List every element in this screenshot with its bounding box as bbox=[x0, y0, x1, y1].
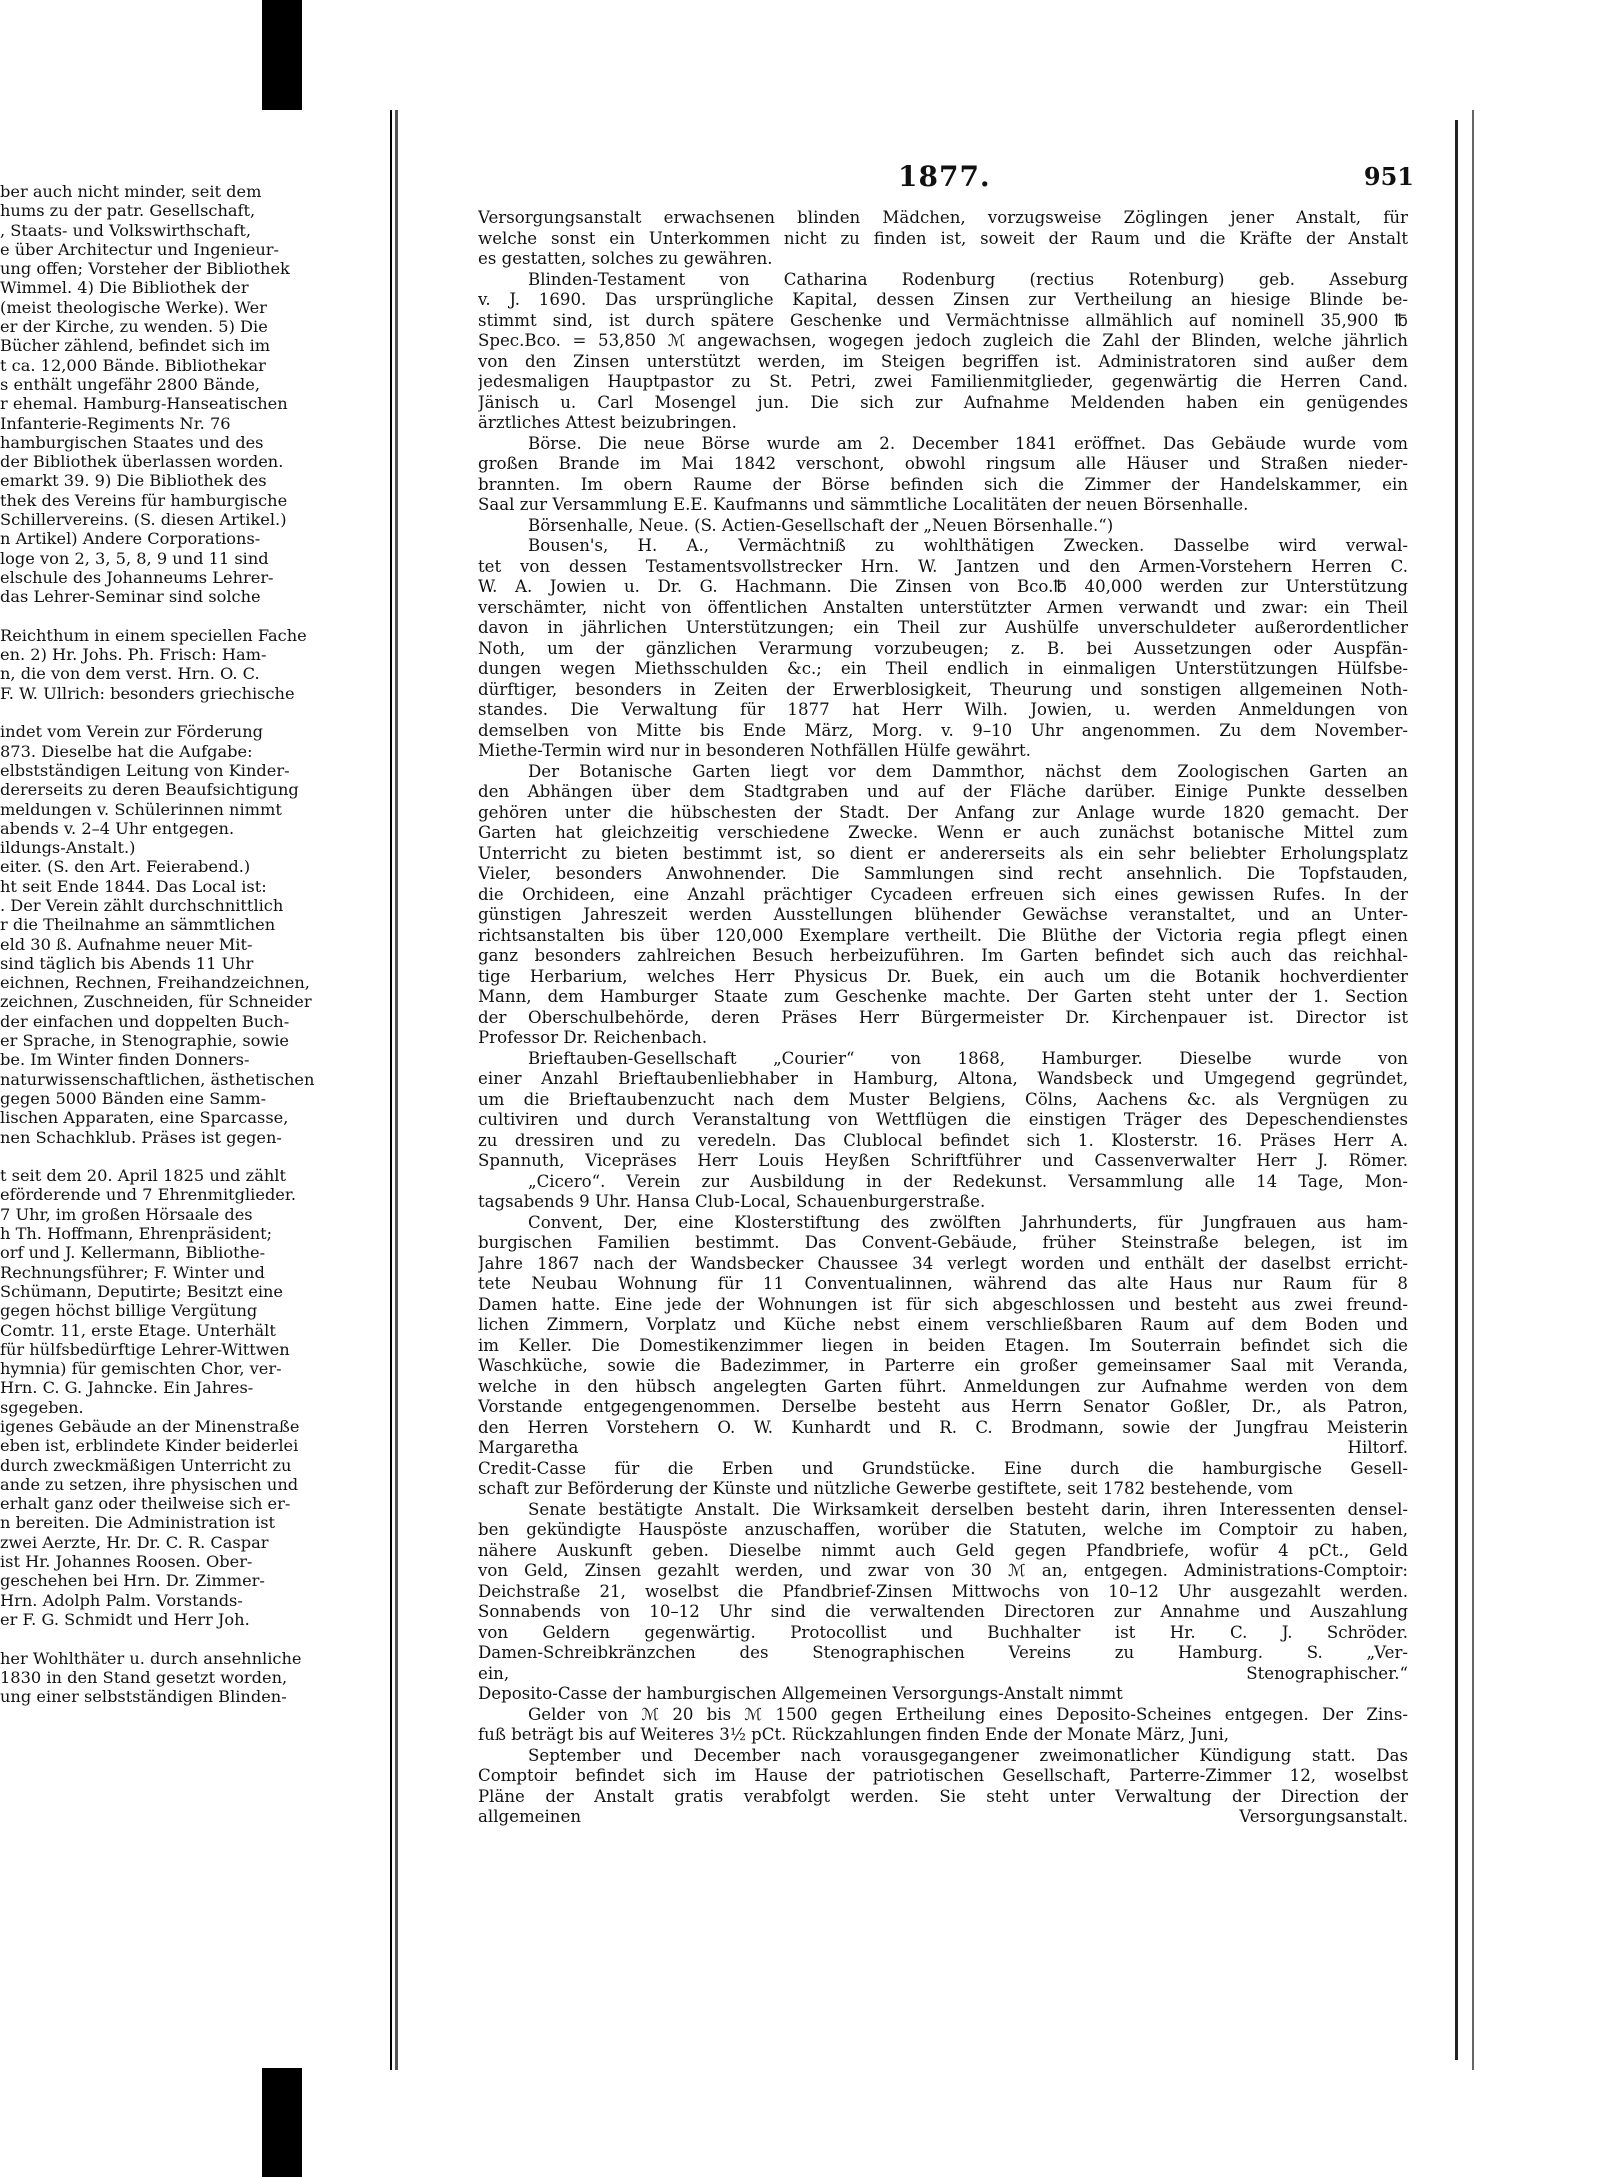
body-text-line: Margaretha Hiltorf. bbox=[478, 1438, 1408, 1457]
body-text-line: tet von dessen Testamentsvollstrecker Hrn. W. Jantzen und den Armen-Vorstehern Herren C. bbox=[478, 556, 1408, 576]
body-text-line: cultiviren und durch Veranstaltung von Wettflügen die einstigen Träger des Depeschendienstes bbox=[478, 1110, 1408, 1129]
body-text-line: günstigen Jahreszeit werden Ausstellungen blühender Gewächse veranstaltet, und an Unter- bbox=[478, 905, 1408, 924]
left-text-line: durch zweckmäßigen Unterricht zu bbox=[0, 1455, 292, 1475]
left-text-line: , Staats- und Volkswirthschaft, bbox=[0, 220, 252, 240]
left-text-line bbox=[0, 1629, 355, 1648]
body-text-line: „Cicero“. Verein zur Ausbildung in der Redekunst. Versammlung alle 14 Tage, Mon- bbox=[528, 1171, 1408, 1191]
page-gutter bbox=[390, 110, 398, 2070]
body-text-line: Damen-Schreibkränzchen des Stenographischen Vereins zu Hamburg. S. „Ver- bbox=[478, 1643, 1408, 1662]
body-text-line: ben gekündigte Hauspöste anzuschaffen, worüber die Statuten, welche im Comptoir zu haben, bbox=[478, 1520, 1408, 1539]
body-text-line: ein, Stenographischer.“ bbox=[478, 1663, 1408, 1683]
body-text-line: davon in jährlichen Unterstützungen; ein Theil zur Aushülfe unverschuldeter außerordentlicher bbox=[478, 618, 1408, 637]
left-text-line: sind täglich bis Abends 11 Uhr bbox=[0, 953, 254, 973]
page-number: 951 bbox=[1363, 162, 1414, 191]
body-text-line: Der Botanische Garten liegt vor dem Dammthor, nächst dem Zoologischen Garten an bbox=[528, 761, 1408, 781]
body-text-line: tagsabends 9 Uhr. Hansa Club-Local, Schauenburgerstraße. bbox=[478, 1192, 986, 1211]
body-text-line: tete Neubau Wohnung für 11 Conventualinnen, während das alte Haus nur Raum für 8 bbox=[478, 1274, 1408, 1293]
left-text-line: igenes Gebäude an der Minenstraße bbox=[0, 1417, 300, 1436]
left-text-line: t seit dem 20. April 1825 und zählt bbox=[0, 1166, 286, 1186]
left-text-line: Schümann, Deputirte; Besitzt eine bbox=[0, 1281, 284, 1301]
left-text-line: hamburgischen Staates und des bbox=[0, 432, 264, 452]
left-text-line: F. W. Ullrich: besonders griechische bbox=[0, 683, 295, 703]
body-text-line: Garten hat gleichzeitig verschiedene Zwecke. Wenn er auch zunächst botanische Mittel zum bbox=[478, 823, 1408, 842]
body-text-line: ganz besonders zahlreichen Besuch herbeizuführen. Im Garten befindet sich auch das reichhal- bbox=[478, 946, 1408, 965]
left-page-column bbox=[0, 182, 355, 1706]
left-text-line: orf und J. Kellermann, Bibliothe- bbox=[0, 1243, 266, 1263]
right-page-column bbox=[478, 208, 1408, 1828]
body-text-line: richtsanstalten bis über 120,000 Exemplare vertheilt. Die Blüthe der Victoria regia pflegt einen bbox=[478, 925, 1408, 945]
left-text-line: abends v. 2–4 Uhr entgegen. bbox=[0, 818, 235, 838]
left-text-line: Infanterie-Regiments Nr. 76 bbox=[0, 413, 231, 433]
body-text-line: stimmt sind, ist durch spätere Geschenke und Vermächtnisse allmählich auf nominell 35,900 ℔ bbox=[478, 310, 1408, 330]
body-text-line: burgischen Familien bestimmt. Das Convent-Gebäude, früher Steinstraße belegen, ist im bbox=[478, 1233, 1408, 1252]
body-text-line: Börse. Die neue Börse wurde am 2. December 1841 eröffnet. Das Gebäude wurde vom bbox=[528, 433, 1408, 453]
body-text-line: den Herren Vorstehern O. W. Kunhardt und R. C. Brodmann, sowie der Jungfrau Meisterin bbox=[478, 1417, 1408, 1437]
left-text-line: meldungen v. Schülerinnen nimmt bbox=[0, 799, 282, 819]
left-text-line: Wimmel. 4) Die Bibliothek der bbox=[0, 278, 249, 298]
body-text-line: dürftiger, besonders in Zeiten der Erwerblosigkeit, Theurung und sonstigen allgemeinen Noth- bbox=[478, 679, 1408, 699]
left-text-line: (meist theologische Werke). Wer bbox=[0, 297, 267, 317]
left-text-line: en. 2) Hr. Johs. Ph. Frisch: Ham- bbox=[0, 645, 267, 665]
body-text-line: lichen Zimmern, Vorplatz und Küche nebst einem verschließbaren Raum auf dem Boden und bbox=[478, 1315, 1408, 1334]
body-text-line: Jänisch u. Carl Mosengel jun. Die sich zur Aufnahme Meldenden haben ein genügendes bbox=[478, 392, 1408, 412]
left-text-line: eiter. (S. den Art. Feierabend.) bbox=[0, 857, 251, 877]
left-text-line: er Sprache, in Stenographie, sowie bbox=[0, 1031, 290, 1051]
left-text-line: erhalt ganz oder theilweise sich er- bbox=[0, 1494, 291, 1514]
left-text-line: 873. Dieselbe hat die Aufgabe: bbox=[0, 741, 253, 761]
left-text-line: h Th. Hoffmann, Ehrenpräsident; bbox=[0, 1224, 273, 1244]
left-text-line bbox=[0, 607, 355, 626]
body-text-line: Sonnabends von 10–12 Uhr sind die verwaltenden Directoren zur Annahme und Auszahlung bbox=[478, 1602, 1408, 1621]
body-text-line: Damen hatte. Eine jede der Wohnungen ist für sich abgeschlossen und besteht aus zwei freund- bbox=[478, 1294, 1408, 1314]
body-text-line: Noth, um der gänzlichen Verarmung vorzubeugen; z. B. bei Aussetzungen oder Auspfän- bbox=[478, 638, 1408, 658]
body-text-line: Deposito-Casse der hamburgischen Allgemeinen Versorgungs-Anstalt nimmt bbox=[478, 1684, 1123, 1703]
body-text-line: brannten. Im obern Raume der Börse befinden sich die Zimmer der Handelskammer, ein bbox=[478, 474, 1408, 494]
body-text-line: um die Brieftaubenzucht nach dem Muster Belgiens, Cölns, Aachens &c. als Vergnügen zu bbox=[478, 1089, 1408, 1109]
body-text-line: Vorstande entgegengenommen. Derselbe besteht aus Herrn Senator Goßler, Dr., als Patron, bbox=[478, 1397, 1408, 1416]
left-text-line: indet vom Verein zur Förderung bbox=[0, 722, 263, 742]
body-text-line: großen Brande im Mai 1842 verschont, obwohl ringsum alle Häuser und Straßen nieder- bbox=[478, 454, 1408, 473]
left-text-line: sgegeben. bbox=[0, 1397, 84, 1417]
body-text-line: Versorgungsanstalt erwachsenen blinden Mädchen, vorzugsweise Zöglingen jener Anstalt, für bbox=[478, 208, 1408, 227]
left-text-line: t ca. 12,000 Bände. Bibliothekar bbox=[0, 355, 266, 375]
body-text-line: Jahre 1867 nach der Wandsbecker Chaussee 34 verlegt worden und enthält der daselbst erricht- bbox=[478, 1253, 1408, 1273]
page-header bbox=[478, 160, 1414, 193]
left-text-line: ist Hr. Johannes Roosen. Ober- bbox=[0, 1552, 253, 1572]
body-text-line: von den Zinsen unterstützt werden, im Steigen begriffen ist. Administratoren sind außer dem bbox=[478, 351, 1408, 371]
left-text-line bbox=[0, 1147, 355, 1166]
left-text-line: das Lehrer-Seminar sind solche bbox=[0, 587, 261, 607]
body-text-line: einer Anzahl Brieftaubenliebhaber in Hamburg, Altona, Wandsbeck und Umgegend gegründet, bbox=[478, 1069, 1408, 1088]
body-text-line: dungen wegen Miethsschulden &c.; ein Theil endlich in einmaligen Unterstützungen Hülfsbe- bbox=[478, 659, 1408, 678]
left-text-line: elschule des Johanneums Lehrer- bbox=[0, 567, 274, 587]
page-year: 1877. bbox=[898, 160, 991, 193]
left-text-line: der einfachen und doppelten Buch- bbox=[0, 1011, 290, 1031]
left-text-line: geschehen bei Hrn. Dr. Zimmer- bbox=[0, 1571, 265, 1591]
left-text-line bbox=[0, 703, 355, 722]
body-text-line: nähere Auskunft geben. Dieselbe nimmt auch Geld gegen Pfandbriefe, wofür 4 pCt., Geld bbox=[478, 1540, 1408, 1560]
left-text-line: eld 30 ß. Aufnahme neuer Mit- bbox=[0, 934, 253, 954]
left-text-line: er F. G. Schmidt und Herr Joh. bbox=[0, 1609, 250, 1629]
left-text-line: naturwissenschaftlichen, ästhetischen bbox=[0, 1069, 315, 1089]
body-text-line: den Abhängen über dem Stadtgraben und auf der Fläche darüber. Einige Punkte desselben bbox=[478, 782, 1408, 801]
body-text-line: Mann, dem Hamburger Staate zum Geschenke machte. Der Garten steht unter der 1. Section bbox=[478, 987, 1408, 1006]
body-text-line: Waschküche, sowie die Badezimmer, in Parterre ein großer gemeinsamer Saal mit Veranda, bbox=[478, 1356, 1408, 1375]
body-text-line: gehören unter die hübschesten der Stadt. Der Anfang zur Anlage wurde 1820 gemacht. Der bbox=[478, 802, 1408, 822]
body-text-line: die Orchideen, eine Anzahl prächtiger Cycadeen erfreuen sich eines gewissen Rufes. In der bbox=[478, 884, 1408, 904]
scan-edge-bottom-bar bbox=[262, 2068, 302, 2177]
body-text-line: Deichstraße 21, woselbst die Pfandbrief-Zinsen Mittwochs von 10–12 Uhr ausgezahlt werden. bbox=[478, 1581, 1408, 1601]
left-text-line: Hrn. C. G. Jahncke. Ein Jahres- bbox=[0, 1378, 254, 1398]
left-text-line: loge von 2, 3, 5, 8, 9 und 11 sind bbox=[0, 548, 269, 568]
body-text-line: Vieler, besonders Anwohnender. Die Sammlungen sind recht ansehnlich. Die Topfstauden, bbox=[478, 864, 1408, 883]
left-text-line: zeichnen, Zuschneiden, für Schneider bbox=[0, 992, 312, 1012]
body-text-line: Bousen's, H. A., Vermächtniß zu wohlthätigen Zwecken. Dasselbe wird verwal- bbox=[528, 536, 1408, 555]
body-text-line: allgemeinen Versorgungsanstalt. bbox=[478, 1807, 1408, 1826]
left-text-line: eförderende und 7 Ehrenmitglieder. bbox=[0, 1185, 296, 1205]
left-text-line: n Artikel) Andere Corporations- bbox=[0, 529, 261, 549]
body-text-line: von Geld, Zinsen gezahlt werden, und zwar von 30 ℳ an, entgegen. Administrations-Comptoir: bbox=[478, 1561, 1408, 1580]
left-text-line: Bücher zählend, befindet sich im bbox=[0, 336, 271, 356]
left-text-line: Comtr. 11, erste Etage. Unterhält bbox=[0, 1320, 276, 1340]
body-text-line: Senate bestätigte Anstalt. Die Wirksamkeit derselben besteht darin, ihren Interessenten densel- bbox=[528, 1499, 1408, 1519]
left-text-line: elbstständigen Leitung von Kinder- bbox=[0, 760, 290, 780]
body-text-line: v. J. 1690. Das ursprüngliche Kapital, dessen Zinsen zur Vertheilung an hiesige Blinde be- bbox=[478, 290, 1408, 309]
left-text-line: hymnia) für gemischten Chor, ver- bbox=[0, 1359, 282, 1379]
left-text-line: n bereiten. Die Administration ist bbox=[0, 1513, 276, 1533]
left-text-line: ande zu setzen, ihre physischen und bbox=[0, 1474, 299, 1494]
scan-edge-top-bar bbox=[262, 0, 302, 110]
body-text-line: verschämter, nicht von öffentlichen Anstalten unterstützter Armen verwandt und zwar: ein Theil bbox=[478, 597, 1408, 617]
body-text-line: von Geldern gegenwärtig. Protocollist und Buchhalter ist Hr. C. J. Schröder. bbox=[478, 1622, 1408, 1642]
body-text-line: Miethe-Termin wird nur in besonderen Nothfällen Hülfe gewährt. bbox=[478, 741, 1031, 760]
body-text-line: welche sonst ein Unterkommen nicht zu finden ist, soweit der Raum und die Kräfte der Anstalt bbox=[478, 228, 1408, 248]
left-text-line: ht seit Ende 1844. Das Local ist: bbox=[0, 876, 267, 896]
body-text-line: zu dressiren und zu veredeln. Das Clublocal befindet sich 1. Klosterstr. 16. Präses Herr A. bbox=[478, 1130, 1408, 1150]
body-text-line: Gelder von ℳ 20 bis ℳ 1500 gegen Ertheilung eines Deposito-Scheines entgegen. Der Zins- bbox=[528, 1704, 1408, 1724]
body-text-line: der Oberschulbehörde, deren Präses Herr Bürgermeister Dr. Kirchenpauer ist. Director ist bbox=[478, 1007, 1408, 1027]
body-text-line: Pläne der Anstalt gratis verabfolgt werden. Sie steht unter Verwaltung der Direction der bbox=[478, 1786, 1408, 1806]
body-text-line: welche in den hübsch angelegten Garten führt. Anmeldungen zur Aufnahme werden von dem bbox=[478, 1376, 1408, 1396]
body-text-line: es gestatten, solches zu gewähren. bbox=[478, 249, 773, 268]
left-text-line: . Der Verein zählt durchschnittlich bbox=[0, 895, 284, 915]
body-text-line: Spec.Bco. = 53,850 ℳ angewachsen, wogegen jedoch zugleich die Zahl der Blinden, welche jährlich bbox=[478, 331, 1408, 350]
left-text-line: ber auch nicht minder, seit dem bbox=[0, 182, 262, 201]
body-text-line: W. A. Jowien u. Dr. G. Hachmann. Die Zinsen von Bco.℔ 40,000 werden zur Unterstützung bbox=[478, 577, 1408, 596]
left-text-line: er der Kirche, zu wenden. 5) Die bbox=[0, 317, 268, 337]
left-text-line: 1830 in den Stand gesetzt worden, bbox=[0, 1667, 288, 1687]
left-text-line: ung offen; Vorsteher der Bibliothek bbox=[0, 259, 290, 279]
body-text-line: Blinden-Testament von Catharina Rodenburg (rectius Rotenburg) geb. Asseburg bbox=[528, 269, 1408, 289]
left-text-line: her Wohlthäter u. durch ansehnliche bbox=[0, 1648, 302, 1668]
left-text-line: r ehemal. Hamburg-Hanseatischen bbox=[0, 394, 288, 414]
left-text-line: r die Theilnahme an sämmtlichen bbox=[0, 915, 276, 935]
left-text-line: Rechnungsführer; F. Winter und bbox=[0, 1262, 265, 1282]
body-text-line: September und December nach vorausgegangener zweimonatlicher Kündigung statt. Das bbox=[528, 1745, 1408, 1765]
left-text-line: emarkt 39. 9) Die Bibliothek des bbox=[0, 471, 267, 491]
left-text-line: Schillervereins. (S. diesen Artikel.) bbox=[0, 510, 287, 530]
page-edge-shadow bbox=[1472, 110, 1474, 2070]
left-text-line: s enthält ungefähr 2800 Bände, bbox=[0, 374, 261, 394]
left-text-line: ildungs-Anstalt.) bbox=[0, 838, 136, 858]
body-text-line: Börsenhalle, Neue. (S. Actien-Gesellschaft der „Neuen Börsenhalle.“) bbox=[528, 515, 1114, 535]
body-text-line: schaft zur Beförderung der Künste und nützliche Gewerbe gestiftete, seit 1782 bestehende, vom bbox=[478, 1479, 1294, 1498]
body-text-line: tige Herbarium, welches Herr Physicus Dr. Buek, ein auch um die Botanik hochverdienter bbox=[478, 966, 1408, 986]
left-text-line: nen Schachklub. Präses ist gegen- bbox=[0, 1127, 282, 1147]
left-text-line: gegen 5000 Bänden eine Samm- bbox=[0, 1088, 267, 1108]
body-text-line: demselben von Mitte bis Ende März, Morg. v. 9–10 Uhr angenommen. Zu dem November- bbox=[478, 720, 1408, 740]
left-text-line: Reichthum in einem speciellen Fache bbox=[0, 625, 307, 645]
body-text-line: Professor Dr. Reichenbach. bbox=[478, 1028, 708, 1047]
left-text-line: der Bibliothek überlassen worden. bbox=[0, 452, 284, 472]
body-text-line: ärztliches Attest beizubringen. bbox=[478, 413, 737, 432]
body-text-line: standes. Die Verwaltung für 1877 hat Herr Wilh. Jowien, u. werden Anmeldungen von bbox=[478, 700, 1408, 719]
left-text-line: eichnen, Rechnen, Freihandzeichnen, bbox=[0, 973, 310, 993]
left-text-line: n, die von dem verst. Hrn. O. C. bbox=[0, 664, 260, 684]
left-text-line: 7 Uhr, im großen Hörsaale des bbox=[0, 1204, 253, 1224]
body-text-line: Brieftauben-Gesellschaft „Courier“ von 1868, Hamburger. Dieselbe wurde von bbox=[528, 1048, 1408, 1068]
left-text-line: gegen höchst billige Vergütung bbox=[0, 1301, 258, 1321]
left-text-line: Hrn. Adolph Palm. Vorstands- bbox=[0, 1590, 243, 1610]
left-text-line: be. Im Winter finden Donners- bbox=[0, 1050, 250, 1070]
body-text-line: im Keller. Die Domestikenzimmer liegen in beiden Etagen. Im Souterrain befindet sich die bbox=[478, 1335, 1408, 1355]
page-edge-line bbox=[1455, 120, 1458, 2060]
left-text-line: ung einer selbstständigen Blinden- bbox=[0, 1687, 287, 1707]
body-text-line: fuß beträgt bis auf Weiteres 3½ pCt. Rückzahlungen finden Ende der Monate März, Juni, bbox=[478, 1725, 1230, 1744]
left-text-line: eben ist, erblindete Kinder beiderlei bbox=[0, 1436, 299, 1456]
body-text-line: Credit-Casse für die Erben und Grundstücke. Eine durch die hamburgische Gesell- bbox=[478, 1458, 1408, 1478]
body-text-line: Unterricht zu bieten bestimmt ist, so dient er andererseits als ein sehr beliebter Erholungsplatz bbox=[478, 843, 1408, 863]
left-text-line: e über Architectur und Ingenieur- bbox=[0, 239, 279, 259]
left-text-line: hums zu der patr. Gesellschaft, bbox=[0, 201, 256, 221]
body-text-line: Saal zur Versammlung E.E. Kaufmanns und sämmtliche Localitäten der neuen Börsenhalle. bbox=[478, 495, 1249, 514]
body-text-line: Comptoir befindet sich im Hause der patriotischen Gesellschaft, Parterre-Zimmer 12, woselbst bbox=[478, 1766, 1408, 1785]
left-text-line: für hülfsbedürftige Lehrer-Wittwen bbox=[0, 1339, 290, 1359]
left-text-line: lischen Apparaten, eine Sparcasse, bbox=[0, 1108, 289, 1128]
left-text-line: zwei Aerzte, Hr. Dr. C. R. Caspar bbox=[0, 1532, 269, 1552]
body-text-line: jedesmaligen Hauptpastor zu St. Petri, zwei Familienmitglieder, gegenwärtig die Herren Cand. bbox=[478, 372, 1408, 391]
left-text-line: dererseits zu deren Beaufsichtigung bbox=[0, 780, 299, 800]
body-text-line: Spannuth, Vicepräses Herr Louis Heyßen Schriftführer und Cassenverwalter Herr J. Römer. bbox=[478, 1151, 1408, 1170]
left-text-line: thek des Vereins für hamburgische bbox=[0, 490, 288, 510]
body-text-line: Convent, Der, eine Klosterstiftung des zwölften Jahrhunderts, für Jungfrauen aus ham- bbox=[528, 1212, 1408, 1232]
